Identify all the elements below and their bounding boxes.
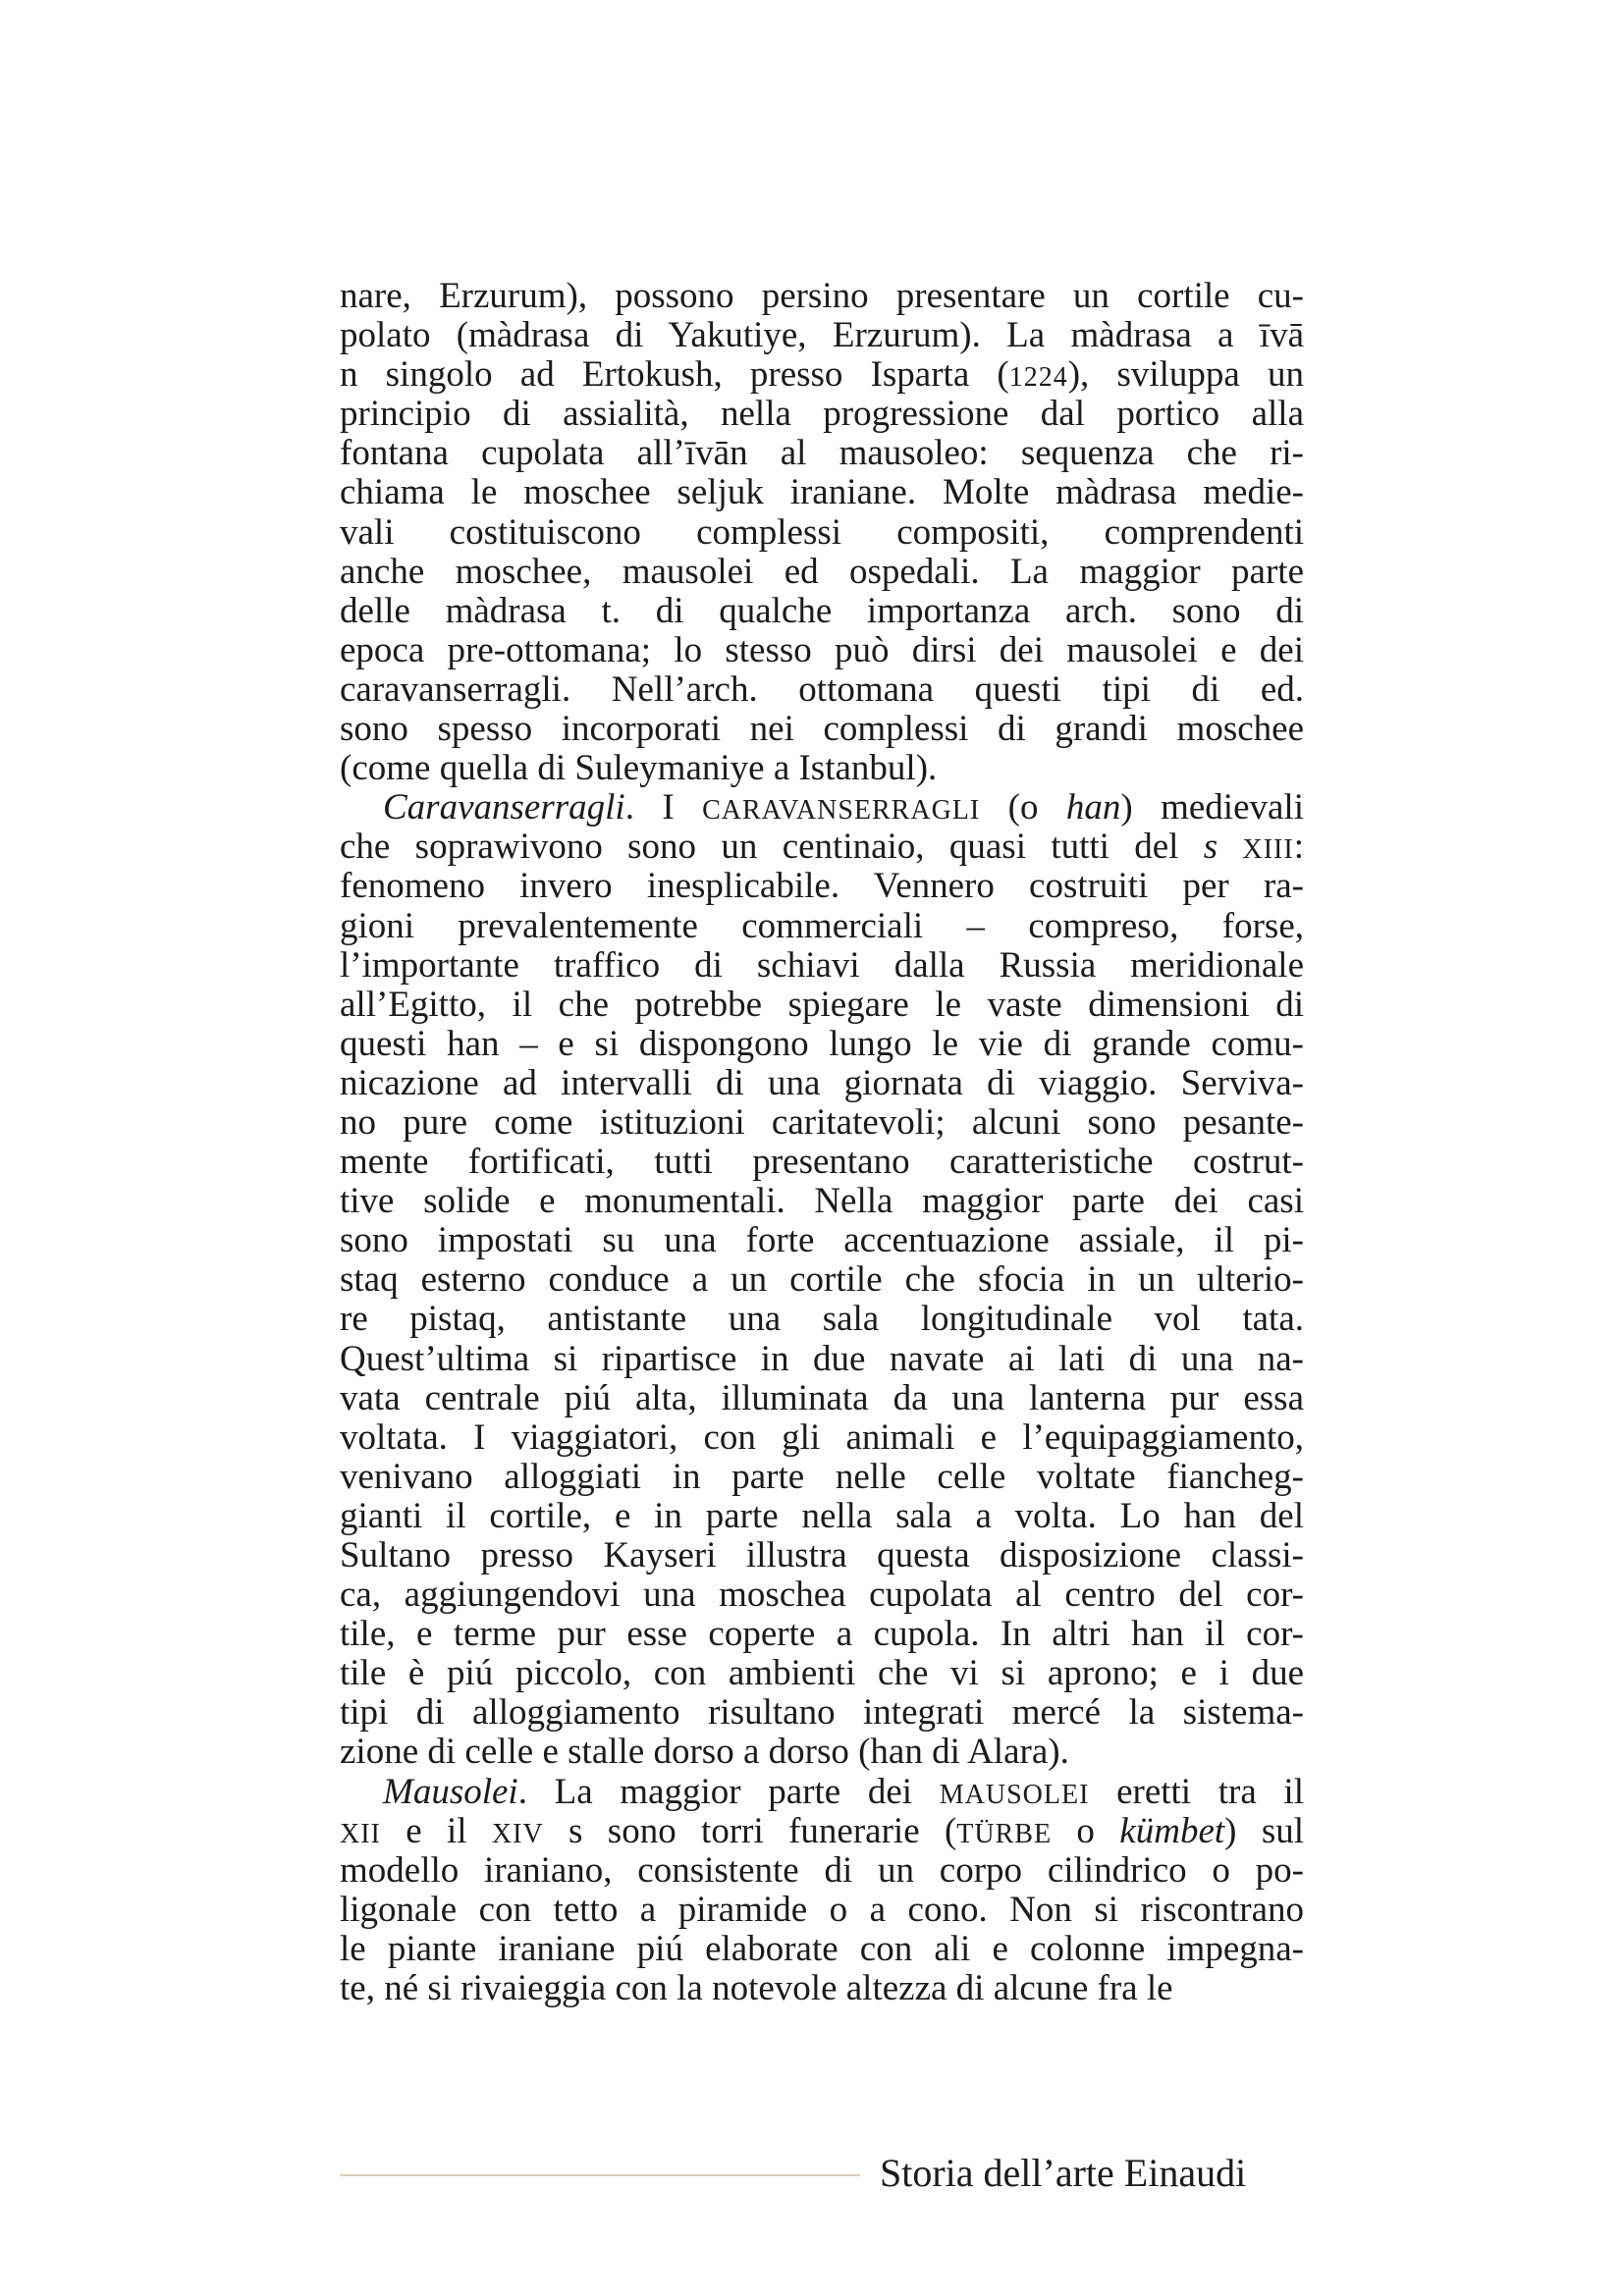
text-run: fenomeno invero inesplicabile. Vennero costruiti per ra-: [340, 866, 1304, 907]
text-line: [340, 1851, 1304, 1891]
text-run: s sono torri funerarie (: [543, 1810, 957, 1851]
text-line: [340, 788, 1304, 828]
text-line: [340, 1891, 1304, 1930]
text-run: zione di celle e stalle dorso a dorso (han di Alara).: [340, 1732, 1069, 1773]
small-caps-run: XIII: [1242, 834, 1294, 866]
small-caps-run: MAUSOLEI: [939, 1779, 1090, 1810]
text-line: [340, 1340, 1304, 1379]
text-line: [340, 592, 1304, 631]
paragraph: [340, 277, 1304, 788]
text-line: [340, 1812, 1304, 1851]
text-run: questi han – e si dispongono lungo le vie di grande comu-: [340, 1023, 1304, 1064]
small-caps-run: XII: [340, 1818, 381, 1849]
text-run: ), sviluppa un: [1067, 354, 1305, 396]
text-run: principio di assialità, nella progressione dal portico alla: [340, 394, 1304, 435]
text-run: ligonale con tetto a piramide o a cono. Non si riscontrano: [340, 1889, 1304, 1930]
text-run: nicazione ad intervalli di una giornata di viaggio. Serviva-: [340, 1062, 1304, 1103]
paragraph: [340, 1773, 1304, 2009]
text-run: n singolo ad Ertokush, presso Isparta (: [340, 354, 1009, 396]
text-run: venivano alloggiati in parte nelle celle voltate fiancheg-: [340, 1456, 1304, 1497]
text-line: [340, 867, 1304, 906]
text-run: voltata. I viaggiatori, con gli animali e l’equipaggiamento,: [340, 1416, 1304, 1458]
text-run: o: [1052, 1810, 1120, 1851]
italic-run: s: [1203, 827, 1218, 868]
text-run: tile, e terme pur esse coperte a cupola. In altri han il cor-: [340, 1614, 1304, 1655]
text-line: [340, 1182, 1304, 1221]
text-run: le piante iraniane piú elaborate con ali e colonne impegna-: [340, 1928, 1304, 1969]
text-line: [340, 631, 1304, 670]
text-line: [340, 553, 1304, 592]
text-run: sono impostati su una forte accentuazione assiale, il pi-: [340, 1220, 1304, 1261]
text-run: staq esterno conduce a un cortile che sfocia in un ulterio-: [340, 1259, 1304, 1301]
text-line: [340, 1260, 1304, 1300]
footer-title: Storia dell’arte Einaudi: [880, 2151, 1247, 2195]
text-run: . I: [624, 787, 703, 828]
text-line: [340, 1615, 1304, 1654]
text-run: ca, aggiungendovi una moschea cupolata al centro del cor-: [340, 1575, 1304, 1616]
text-run: tive solide e monumentali. Nella maggior parte dei casi: [340, 1181, 1304, 1222]
small-caps-run: XIV: [491, 1818, 544, 1849]
text-run: tipi di alloggiamento risultano integrati mercé la sistema-: [340, 1692, 1304, 1734]
text-run: sono spesso incorporati nei complessi di grandi moschee: [340, 709, 1304, 750]
small-caps-run: 1224: [1008, 362, 1068, 394]
text-run: Sultano presso Kayseri illustra questa disposizione classi-: [340, 1535, 1304, 1575]
text-line: [340, 710, 1304, 749]
text-line: [340, 316, 1304, 355]
text-line: [340, 1969, 1304, 2008]
text-run: nare, Erzurum), possono persino presentare un cortile cu-: [340, 276, 1304, 316]
text-run: chiama le moschee seljuk iraniane. Molte màdrasa medie-: [340, 472, 1304, 513]
text-run: epoca pre-ottomana; lo stesso può dirsi dei mausolei e dei: [340, 629, 1304, 670]
text-run: ) sul: [1224, 1810, 1305, 1851]
text-run: Quest’ultima si ripartisce in due navate ai lati di una na-: [340, 1338, 1304, 1379]
text-run: :: [1293, 827, 1304, 868]
text-line: [340, 355, 1304, 395]
text-run: all’Egitto, il che potrebbe spiegare le vaste dimensioni di: [340, 984, 1304, 1025]
text-line: [340, 513, 1304, 553]
text-line: [340, 277, 1304, 316]
text-line: [340, 1143, 1304, 1182]
text-run: modello iraniano, consistente di un corpo cilindrico o po-: [340, 1849, 1304, 1891]
text-line: [340, 1497, 1304, 1536]
text-run: gianti il cortile, e in parte nella sala a volta. Lo han del: [340, 1495, 1304, 1536]
text-line: [340, 1930, 1304, 1969]
text-run: no pure come istituzioni caritatevoli; alcuni sono pesante-: [340, 1101, 1304, 1143]
text-line: [340, 749, 1304, 788]
text-run: re pistaq, antistante una sala longitudinale vol tata.: [340, 1299, 1304, 1340]
text-line: [340, 1379, 1304, 1418]
paragraph: [340, 788, 1304, 1772]
text-line: [340, 473, 1304, 512]
text-line: [340, 434, 1304, 473]
text-line: [340, 1103, 1304, 1143]
text-line: [340, 395, 1304, 434]
text-run: vata centrale piú alta, illuminata da una lanterna pur essa: [340, 1377, 1304, 1418]
text-line: [340, 1300, 1304, 1339]
small-caps-run: TÜRBE: [956, 1818, 1053, 1849]
text-run: delle màdrasa t. di qualche importanza arch. sono di: [340, 590, 1304, 631]
text-line: [340, 828, 1304, 867]
text-line: [340, 1536, 1304, 1575]
text-run: gioni prevalentemente commerciali – compreso, forse,: [340, 905, 1304, 946]
text-line: [340, 1025, 1304, 1064]
text-run: vali costituiscono complessi compositi, comprendenti: [340, 511, 1304, 553]
text-line: [340, 946, 1304, 986]
text-run: tile è piú piccolo, con ambienti che vi si aprono; e i due: [340, 1653, 1304, 1694]
text-run: ) medievali: [1120, 787, 1304, 828]
text-run: l’importante traffico di schiavi dalla Russia meridionale: [340, 944, 1304, 986]
text-line: [340, 1773, 1304, 1812]
footer-rule: [340, 2174, 860, 2176]
text-run: . La maggior parte dei: [517, 1771, 940, 1812]
text-line: [340, 1654, 1304, 1693]
text-run: (come quella di Suleymaniye a Istanbul).: [340, 748, 938, 789]
text-run: [1217, 827, 1242, 867]
text-line: [340, 1733, 1304, 1772]
small-caps-run: CARAVANSERRAGLI: [702, 795, 981, 827]
body-text: [340, 277, 1304, 2008]
text-line: [340, 1693, 1304, 1733]
text-run: eretti tra il: [1089, 1771, 1304, 1812]
italic-run: han: [1065, 787, 1121, 828]
text-line: [340, 986, 1304, 1025]
text-line: [340, 1221, 1304, 1260]
text-run: te, né si rivaieggia con la notevole altezza di alcune fra le: [340, 1968, 1173, 2009]
italic-run: Caravanserragli: [383, 787, 625, 828]
italic-run: kümbet: [1119, 1810, 1225, 1851]
text-line: [340, 1064, 1304, 1103]
text-run: caravanserragli. Nell’arch. ottomana questi tipi di ed.: [340, 668, 1304, 710]
text-run: che soprawivono sono un centinaio, quasi tutti del: [340, 827, 1204, 868]
italic-run: Mausolei: [383, 1771, 518, 1812]
text-run: polato (màdrasa di Yakutiye, Erzurum). La màdrasa a īvā: [340, 315, 1304, 356]
text-run: (o: [980, 787, 1066, 828]
text-run: mente fortificati, tutti presentano caratteristiche costrut-: [340, 1142, 1304, 1183]
text-run: e il: [380, 1810, 492, 1851]
text-line: [340, 1575, 1304, 1615]
text-run: anche moschee, mausolei ed ospedali. La maggior parte: [340, 551, 1304, 592]
text-run: fontana cupolata all’īvān al mausoleo: sequenza che ri-: [340, 433, 1304, 474]
text-line: [340, 907, 1304, 946]
text-line: [340, 670, 1304, 710]
text-line: [340, 1418, 1304, 1458]
text-line: [340, 1458, 1304, 1497]
